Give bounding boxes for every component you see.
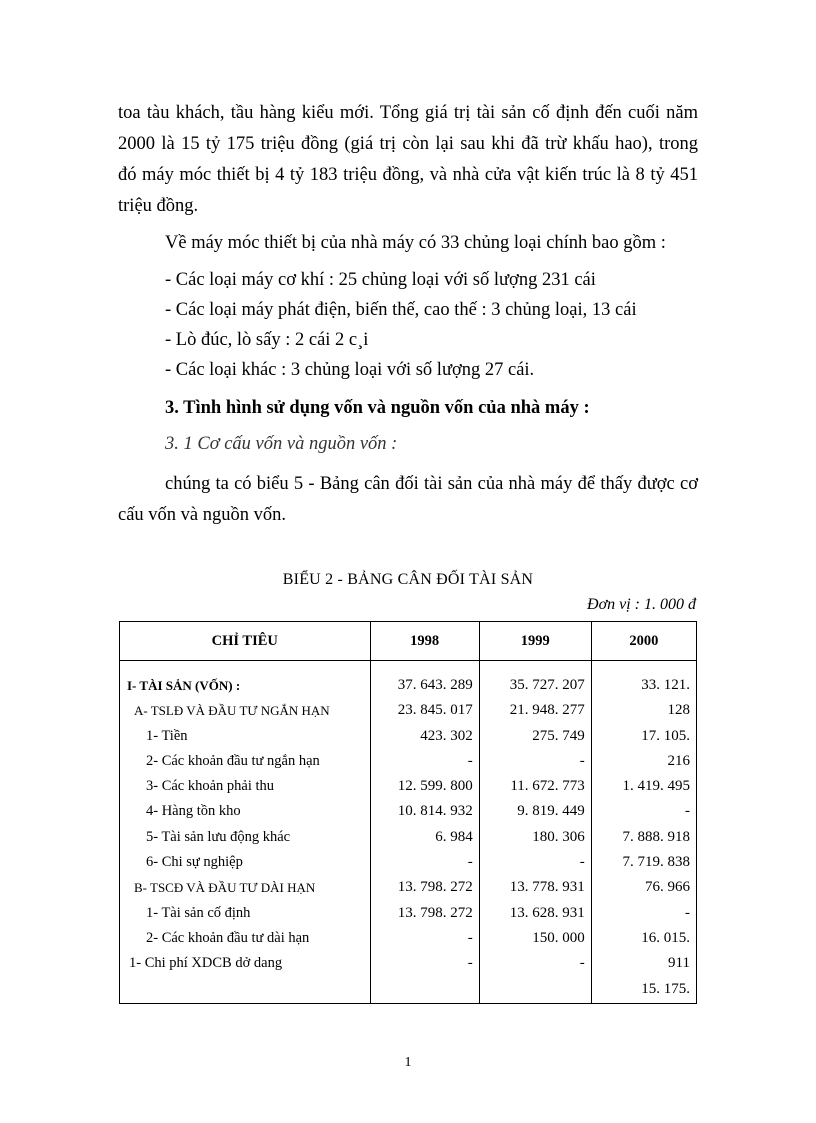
table-cell: 13. 798. 272 bbox=[397, 879, 473, 896]
table-cell: 23. 845. 017 bbox=[397, 702, 473, 719]
table-cell: - bbox=[579, 854, 585, 871]
table-row-label: 1- Tài sản cố định bbox=[146, 904, 251, 921]
table-cell: 911 bbox=[668, 955, 690, 972]
table-cell: 13. 778. 931 bbox=[509, 879, 585, 896]
table-cell: - bbox=[685, 803, 690, 820]
table-cell: - bbox=[467, 929, 473, 946]
table-cell: 275. 749 bbox=[532, 727, 585, 744]
table-cell: 7. 888. 918 bbox=[622, 828, 690, 845]
table-cell: 13. 628. 931 bbox=[509, 904, 585, 921]
header-cell: 1999 bbox=[479, 622, 591, 661]
table-cell: 33. 121. bbox=[641, 677, 690, 693]
table-cell: 216 bbox=[667, 752, 690, 769]
table-cell: 17. 105. bbox=[641, 727, 690, 744]
table-row-label: B- TSCĐ VÀ ĐẦU TƯ DÀI HẠN bbox=[134, 880, 316, 896]
paragraph-line: đó máy móc thiết bị 4 tỷ 183 triệu đồng, và nhà cửa vật kiến trúc là 8 tỷ 451 bbox=[118, 165, 698, 185]
table-row-label: 4- Hàng tồn kho bbox=[146, 803, 241, 820]
table-cell: 7. 719. 838 bbox=[622, 854, 690, 871]
table-row-label: 1- Chi phí XDCB dở dang bbox=[129, 955, 283, 972]
bullet-item: - Các loại khác : 3 chủng loại với số lượng 27 cái. bbox=[165, 360, 535, 380]
table-cell: 76. 966 bbox=[645, 879, 690, 896]
table-cell: - bbox=[467, 854, 473, 871]
table-cell: 10. 814. 932 bbox=[397, 803, 473, 820]
column-1999 bbox=[479, 661, 591, 1004]
table-cell: 13. 798. 272 bbox=[397, 904, 473, 921]
table-cell: - bbox=[579, 752, 585, 769]
header-cell: 1998 bbox=[370, 622, 479, 661]
column-1998 bbox=[370, 661, 479, 1004]
table-caption: BIỂU 2 - BẢNG CÂN ĐỐI TÀI SẢN bbox=[282, 571, 534, 588]
paragraph-line: cấu vốn và nguồn vốn. bbox=[118, 505, 287, 525]
table-cell: 423. 302 bbox=[420, 727, 473, 744]
table-row-label: 2- Các khoản đầu tư dài hạn bbox=[146, 929, 310, 946]
paragraph-intro: Về máy móc thiết bị của nhà máy có 33 chủng loại chính bao gồm : bbox=[165, 233, 666, 253]
paragraph-line: triệu đồng. bbox=[118, 196, 199, 216]
bullet-item: - Lò đúc, lò sấy : 2 cái 2 c¸i bbox=[165, 330, 369, 350]
section-heading: 3. Tình hình sử dụng vốn và nguồn vốn của nhà máy : bbox=[165, 398, 590, 418]
table-row-label: I- TÀI SẢN (VỐN) : bbox=[127, 678, 241, 693]
table-cell: 37. 643. 289 bbox=[397, 677, 473, 693]
table-row-label: 2- Các khoản đầu tư ngắn hạn bbox=[146, 752, 320, 769]
balance-sheet-table bbox=[119, 621, 697, 1004]
table-row-label: 3- Các khoản phải thu bbox=[146, 778, 275, 795]
bullet-item: - Các loại máy phát điện, biến thế, cao thế : 3 chủng loại, 13 cái bbox=[165, 300, 637, 320]
subsection-heading: 3. 1 Cơ cấu vốn và nguồn vốn : bbox=[165, 434, 398, 454]
table-cell: 12. 599. 800 bbox=[397, 778, 473, 795]
table-row-label: 1- Tiền bbox=[146, 727, 188, 744]
table-unit: Đơn vị : 1. 000 đ bbox=[587, 596, 696, 613]
table-cell: 6. 984 bbox=[435, 828, 473, 845]
table-cell: 11. 672. 773 bbox=[510, 778, 585, 795]
label-column bbox=[120, 661, 371, 1004]
table-cell: 180. 306 bbox=[532, 828, 585, 845]
table-cell: - bbox=[685, 904, 690, 921]
paragraph-line: chúng ta có biểu 5 - Bảng cân đối tài sản của nhà máy để thấy được cơ bbox=[165, 474, 698, 494]
header-cell: 2000 bbox=[591, 622, 696, 661]
header-cell: CHỈ TIÊU bbox=[120, 622, 371, 661]
table-cell: 15. 175. bbox=[641, 980, 690, 997]
table-cell: 16. 015. bbox=[641, 929, 690, 946]
page-number: 1 bbox=[404, 1055, 412, 1070]
table-row-label: A- TSLĐ VÀ ĐẦU TƯ NGẮN HẠN bbox=[134, 703, 330, 719]
table-cell: 150. 000 bbox=[532, 929, 585, 946]
table-cell: 9. 819. 449 bbox=[517, 803, 585, 820]
paragraph-line: 2000 là 15 tỷ 175 triệu đồng (giá trị còn lại sau khi đã trừ khấu hao), trong bbox=[118, 134, 698, 154]
table-cell: 128 bbox=[667, 702, 690, 719]
table-cell: - bbox=[579, 955, 585, 972]
table-cell: 1. 419. 495 bbox=[622, 778, 690, 795]
table-cell: - bbox=[467, 752, 473, 769]
table-row-label: 5- Tài sản lưu động khác bbox=[146, 828, 291, 845]
table-cell: 35. 727. 207 bbox=[509, 677, 585, 693]
column-2000 bbox=[591, 661, 696, 1004]
bullet-item: - Các loại máy cơ khí : 25 chủng loại với số lượng 231 cái bbox=[165, 270, 596, 290]
paragraph-line: toa tàu khách, tầu hàng kiểu mới. Tổng giá trị tài sản cố định đến cuối năm bbox=[118, 103, 698, 123]
table-row-label: 6- Chi sự nghiệp bbox=[146, 854, 243, 871]
table-cell: - bbox=[467, 955, 473, 972]
table-cell: 21. 948. 277 bbox=[509, 702, 585, 719]
